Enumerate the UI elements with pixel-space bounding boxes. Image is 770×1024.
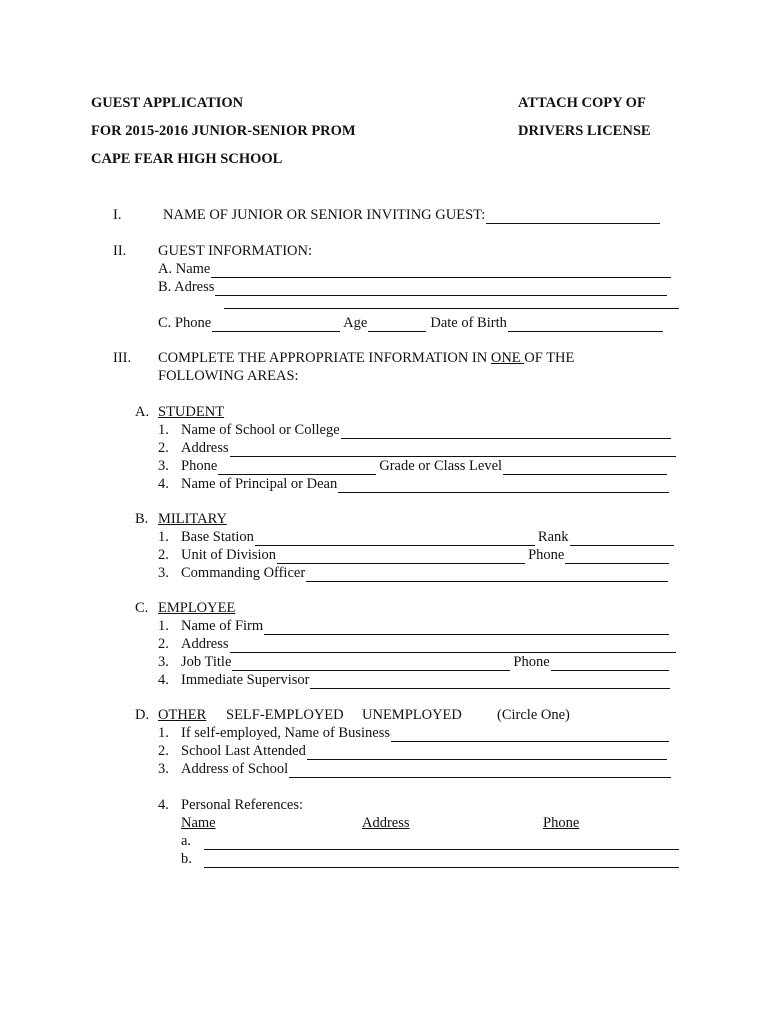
student-school-row: [158, 421, 671, 439]
guest-phone-label: C. Phone: [158, 315, 212, 331]
item-number: 2.: [158, 743, 169, 759]
inviting-student-field[interactable]: [486, 209, 660, 224]
military-rank-field[interactable]: [570, 531, 674, 546]
student-phone-field[interactable]: [218, 460, 376, 475]
student-principal-label: Name of Principal or Dean: [181, 476, 338, 492]
student-school-field[interactable]: [341, 424, 671, 439]
other-school-address-field[interactable]: [289, 763, 671, 778]
other-school-label: School Last Attended: [181, 743, 306, 759]
item-number: 1.: [158, 422, 169, 438]
circle-one-note: (Circle One): [497, 707, 570, 723]
student-principal-row: [158, 475, 669, 493]
military-rank-label: Rank: [537, 529, 569, 545]
item-number: 4.: [158, 672, 169, 688]
other-school-row: [158, 742, 667, 760]
student-grade-field[interactable]: [503, 460, 667, 475]
other-school-field[interactable]: [307, 745, 667, 760]
other-option[interactable]: OTHER: [158, 707, 207, 723]
military-base-label: Base Station: [181, 529, 254, 545]
other-school-address-row: [158, 760, 671, 778]
employee-heading: EMPLOYEE: [158, 600, 236, 616]
employee-supervisor-field[interactable]: [310, 674, 670, 689]
item-number: 4.: [158, 797, 169, 813]
military-base-field[interactable]: [255, 531, 535, 546]
military-unit-field[interactable]: [277, 549, 525, 564]
instructions-text-a: COMPLETE THE APPROPRIATE INFORMATION IN: [158, 350, 491, 366]
student-heading: STUDENT: [158, 404, 225, 420]
item-number: 2.: [158, 440, 169, 456]
section-numeral-2: II.: [113, 243, 127, 259]
item-number: 1.: [158, 725, 169, 741]
section-numeral-3: III.: [113, 350, 132, 366]
student-grade-label: Grade or Class Level: [379, 458, 503, 474]
student-letter: A.: [135, 404, 150, 420]
military-letter: B.: [135, 511, 149, 527]
student-address-label: Address: [181, 440, 229, 456]
student-phone-row: [158, 457, 667, 475]
employee-job-row: [158, 653, 669, 671]
references-col-name: Name: [181, 815, 216, 831]
other-business-field[interactable]: [391, 727, 669, 742]
instructions-text-b: OF THE: [524, 350, 575, 366]
military-officer-field[interactable]: [306, 567, 668, 582]
references-heading-row: [158, 796, 303, 814]
other-business-label: If self-employed, Name of Business: [181, 725, 390, 741]
reference-row-b: [181, 850, 679, 868]
references-col-phone: Phone: [543, 815, 580, 831]
attach-note-line1: ATTACH COPY OF: [518, 95, 646, 111]
employee-phone-field[interactable]: [551, 656, 669, 671]
guest-dob-label: Date of Birth: [430, 315, 507, 331]
item-number: 3.: [158, 458, 169, 474]
instructions-one: ONE: [490, 350, 525, 366]
instructions-line2: FOLLOWING AREAS:: [158, 368, 299, 384]
school-name: CAPE FEAR HIGH SCHOOL: [91, 151, 283, 167]
employee-firm-label: Name of Firm: [181, 618, 264, 634]
employee-firm-field[interactable]: [264, 620, 669, 635]
student-address-row: [158, 439, 676, 457]
guest-dob-field[interactable]: [508, 317, 663, 332]
employee-job-label: Job Title: [181, 654, 232, 670]
student-phone-label: Phone: [181, 458, 218, 474]
employee-job-field[interactable]: [232, 656, 510, 671]
employee-supervisor-label: Immediate Supervisor: [181, 672, 310, 688]
employee-address-field[interactable]: [230, 638, 676, 653]
references-heading: Personal References:: [181, 797, 303, 813]
military-officer-label: Commanding Officer: [181, 565, 306, 581]
guest-age-label: Age: [343, 315, 368, 331]
prom-title: FOR 2015-2016 JUNIOR-SENIOR PROM: [91, 123, 356, 139]
employee-letter: C.: [135, 600, 149, 616]
references-col-address: Address: [362, 815, 410, 831]
military-unit-row: [158, 546, 669, 564]
guest-address-field-2[interactable]: [224, 294, 679, 309]
employee-address-label: Address: [181, 636, 229, 652]
item-number: 2.: [158, 636, 169, 652]
guest-phone-row: [158, 314, 663, 332]
guest-address-label: B. Adress: [158, 279, 215, 295]
guest-name-label: A. Name: [158, 261, 211, 277]
reference-a-field[interactable]: [204, 835, 679, 850]
unemployed-option[interactable]: UNEMPLOYED: [362, 707, 462, 723]
military-phone-field[interactable]: [565, 549, 669, 564]
section-numeral-1: I.: [113, 207, 122, 223]
student-school-label: Name of School or College: [181, 422, 340, 438]
student-principal-field[interactable]: [338, 478, 669, 493]
employee-phone-label: Phone: [513, 654, 550, 670]
item-number: 3.: [158, 654, 169, 670]
guest-name-row: [158, 260, 671, 278]
item-number: 3.: [158, 761, 169, 777]
military-base-row: [158, 528, 674, 546]
form-title: GUEST APPLICATION: [91, 95, 244, 111]
military-phone-label: Phone: [528, 547, 565, 563]
reference-a-label: a.: [181, 833, 192, 849]
employee-firm-row: [158, 617, 669, 635]
other-school-address-label: Address of School: [181, 761, 289, 777]
item-number: 1.: [158, 618, 169, 634]
guest-name-field[interactable]: [211, 263, 671, 278]
military-officer-row: [158, 564, 668, 582]
self-employed-option[interactable]: SELF-EMPLOYED: [226, 707, 344, 723]
other-business-row: [158, 724, 669, 742]
military-unit-label: Unit of Division: [181, 547, 277, 563]
reference-b-label: b.: [181, 851, 192, 867]
employee-supervisor-row: [158, 671, 670, 689]
military-heading: MILITARY: [158, 511, 227, 527]
student-address-field[interactable]: [230, 442, 676, 457]
item-number: 4.: [158, 476, 169, 492]
guest-age-field[interactable]: [368, 317, 426, 332]
reference-row-a: [181, 832, 679, 850]
inviting-student-row: [163, 206, 660, 224]
item-number: 1.: [158, 529, 169, 545]
reference-b-field[interactable]: [204, 853, 679, 868]
item-number: 2.: [158, 547, 169, 563]
other-letter: D.: [135, 707, 150, 723]
guest-info-heading: GUEST INFORMATION:: [158, 243, 313, 259]
inviting-student-label: NAME OF JUNIOR OR SENIOR INVITING GUEST:: [163, 207, 486, 223]
attach-note-line2: DRIVERS LICENSE: [518, 123, 651, 139]
guest-phone-field[interactable]: [212, 317, 340, 332]
instructions-line1: [158, 349, 574, 367]
employee-address-row: [158, 635, 676, 653]
item-number: 3.: [158, 565, 169, 581]
